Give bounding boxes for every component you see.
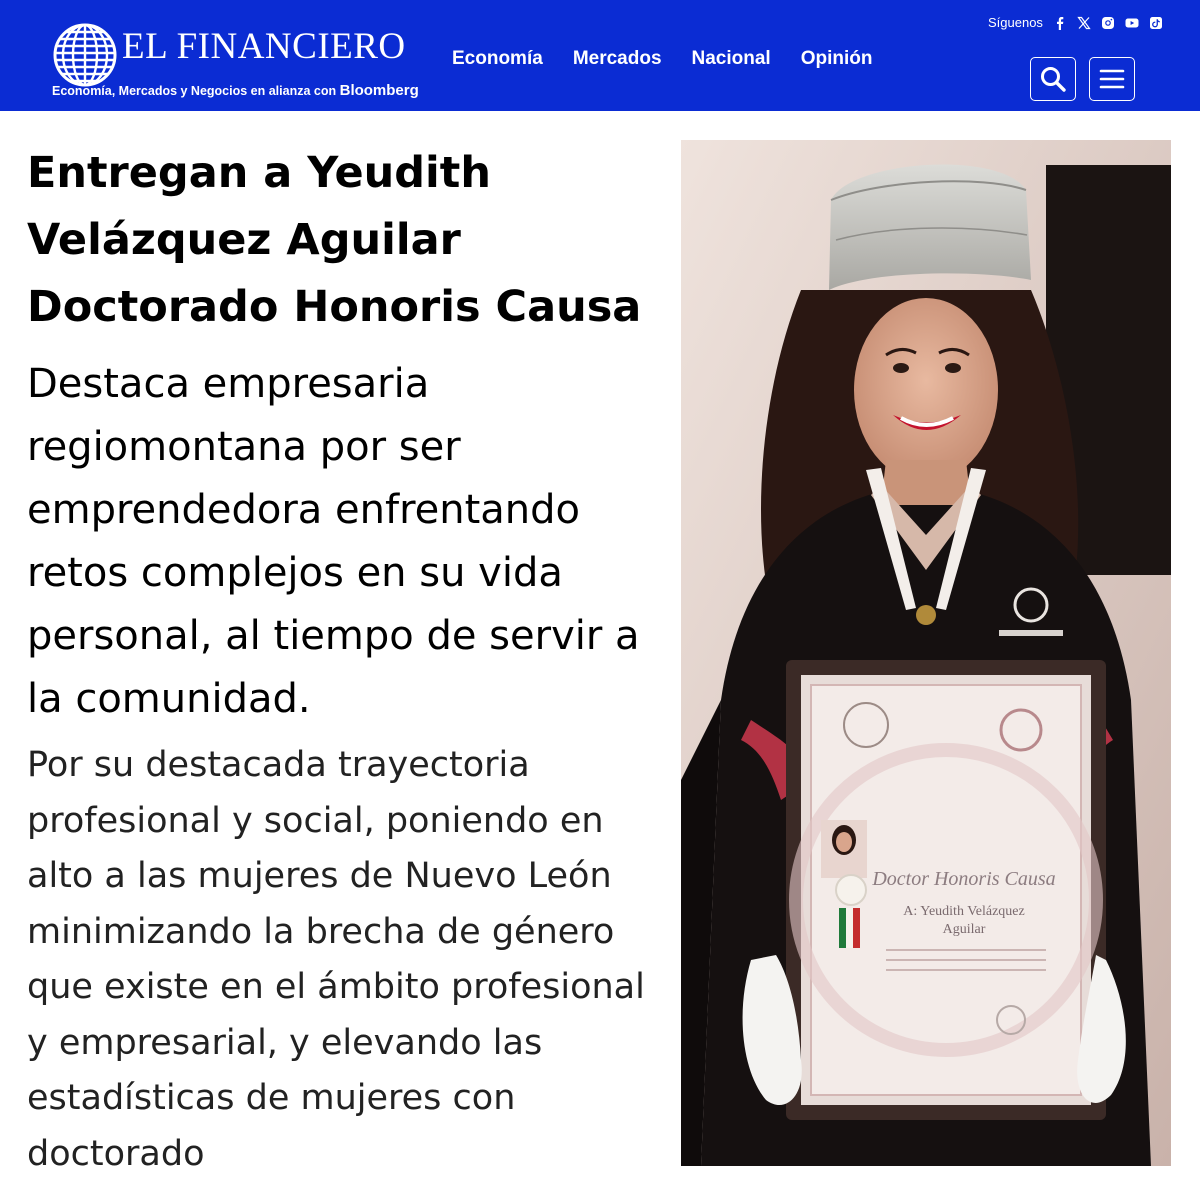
nav-nacional[interactable]: Nacional (691, 48, 771, 69)
main-nav (452, 48, 872, 70)
article-photo (681, 140, 1171, 1166)
article-body: Por su destacada trayectoria profesional y social, poniendo en alto a las mujeres de Nuevo León minimizando la brecha de género que existe en el ámbito profesional y empresarial, y elevando las estadísticas de mujeres con doctorado (27, 745, 645, 1174)
brand-tagline (52, 82, 419, 99)
partner-name: Bloomberg (339, 82, 419, 99)
certificate-title: Doctor Honoris Causa (872, 868, 1056, 890)
menu-button[interactable] (1089, 57, 1135, 101)
certificate-recipient-1: A: Yeudith Velázquez (903, 904, 1025, 919)
nav-mercados[interactable]: Mercados (572, 48, 662, 69)
instagram-icon[interactable] (1101, 16, 1115, 30)
certificate-recipient-2: Aguilar (942, 922, 986, 937)
site-logo[interactable] (50, 18, 420, 102)
search-button[interactable] (1030, 57, 1076, 101)
site-header (0, 0, 1200, 111)
facebook-icon[interactable] (1053, 16, 1067, 30)
brand-name: EL FINANCIERO (122, 26, 406, 67)
article-headline: Entregan a Yeudith Velázquez Aguilar Doctorado Honoris Causa (27, 148, 642, 332)
youtube-icon[interactable] (1125, 16, 1139, 30)
nav-economia[interactable]: Economía (452, 48, 543, 69)
x-icon[interactable] (1077, 16, 1091, 30)
social-follow (988, 15, 1163, 30)
article-subhead: Destaca empresaria regiomontana por ser emprendedora enfrentando retos complejos en su vida personal, al tiempo de servir a la comunidad. (27, 361, 640, 722)
tagline-text: Economía, Mercados y Negocios en alianza con (52, 84, 337, 98)
nav-opinion[interactable]: Opinión (800, 48, 873, 69)
hamburger-menu-icon (1098, 65, 1126, 93)
globe-logo-icon (50, 20, 120, 90)
follow-label: Síguenos (988, 15, 1043, 30)
search-icon (1039, 65, 1067, 93)
tiktok-icon[interactable] (1149, 16, 1163, 30)
